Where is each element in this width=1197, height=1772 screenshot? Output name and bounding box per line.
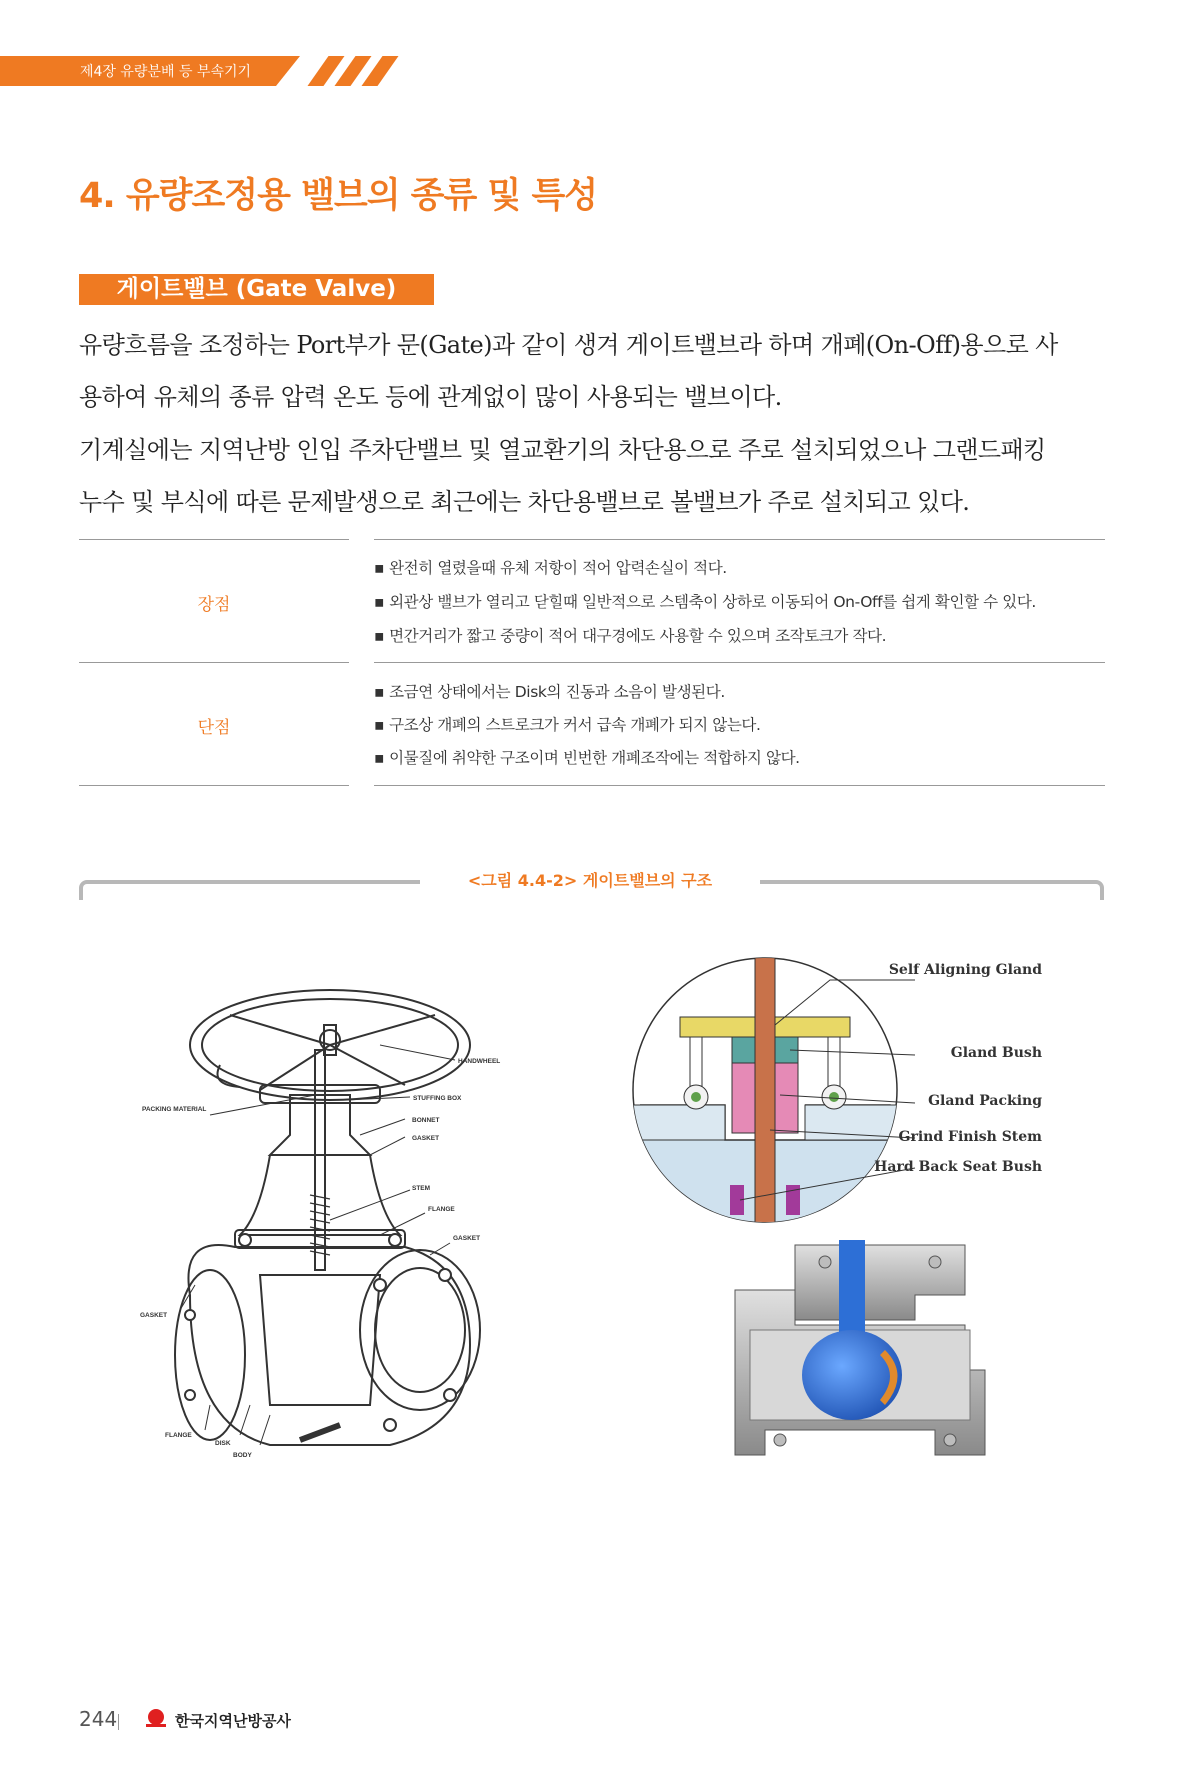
gate-valve-cutaway-render	[735, 1240, 985, 1470]
advantage-item: ▪ 외관상 밸브가 열리고 닫힐때 일반적으로 스템축이 상하로 이동되어 On-Off를 쉽게 확인할 수 있다.	[374, 590, 1036, 612]
advantage-item: ▪ 면간거리가 짧고 중량이 적어 대구경에도 사용할 수 있으며 조작토크가 작다.	[374, 624, 886, 646]
label-grind-finish-stem: Grind Finish Stem	[898, 1129, 1042, 1145]
table-rule	[79, 539, 349, 540]
organization-logo-icon	[143, 1708, 169, 1730]
table-rule	[374, 662, 1105, 663]
paragraph-line: 용하여 유체의 종류 압력 온도 등에 관계없이 많이 사용되는 밸브이다.	[79, 383, 782, 411]
advantages-label: 장점	[197, 595, 231, 615]
page-number: 244	[79, 1707, 118, 1731]
section-title: 4. 유량조정용 밸브의 종류 및 특성	[79, 176, 598, 216]
figure-caption: <그림 4.4-2> 게이트밸브의 구조	[467, 871, 713, 890]
paragraph-line: 누수 및 부식에 따른 문제발생으로 최근에는 차단용밸브로 볼밸브가 주로 설치되고 있다.	[79, 488, 970, 516]
disadvantage-item: ▪ 조금연 상태에서는 Disk의 진동과 소음이 발생된다.	[374, 680, 725, 702]
label-stuffing-box: STUFFING BOX	[413, 1095, 462, 1102]
table-rule	[374, 785, 1105, 786]
disadvantages-label: 단점	[197, 718, 231, 738]
subsection-tag-label: 게이트밸브 (Gate Valve)	[116, 276, 397, 302]
table-rule	[374, 539, 1105, 540]
label-gland-bush: Gland Bush	[950, 1045, 1042, 1061]
label-self-aligning-gland: Self Aligning Gland	[888, 962, 1042, 978]
gland-detail-diagram	[630, 955, 1050, 1235]
organization-name: 한국지역난방공사	[175, 1712, 291, 1730]
label-body: BODY	[233, 1452, 252, 1459]
label-disk: DISK	[215, 1440, 231, 1447]
label-gasket-top: GASKET	[412, 1135, 440, 1142]
table-rule	[79, 785, 349, 786]
label-gland-packing: Gland Packing	[928, 1093, 1042, 1109]
label-stem: STEM	[412, 1185, 431, 1192]
label-flange-bottom: FLANGE	[165, 1432, 192, 1439]
label-bonnet: BONNET	[412, 1117, 440, 1124]
paragraph-line: 기계실에는 지역난방 인입 주차단밸브 및 열교환기의 차단용으로 주로 설치되었으나 그랜드패킹	[79, 436, 1046, 464]
chapter-label: 제4장 유량분배 등 부속기기	[80, 64, 252, 80]
label-handwheel: HANDWHEEL	[458, 1058, 501, 1065]
table-rule	[79, 662, 349, 663]
label-flange-top: FLANGE	[428, 1206, 455, 1213]
gate-valve-line-drawing	[140, 985, 550, 1475]
footer-divider	[118, 1714, 119, 1730]
label-hard-back-seat-bush: Hard Back Seat Bush	[874, 1159, 1042, 1175]
disadvantage-item: ▪ 구조상 개폐의 스트로크가 커서 급속 개폐가 되지 않는다.	[374, 713, 761, 735]
paragraph-line: 유량흐름을 조정하는 Port부가 문(Gate)과 같이 생겨 게이트밸브라 하며 개폐(On-Off)용으로 사	[79, 331, 1058, 359]
label-gasket-left: GASKET	[140, 1312, 168, 1319]
label-packing-material: PACKING MATERIAL	[142, 1106, 207, 1113]
disadvantage-item: ▪ 이물질에 취약한 구조이며 빈번한 개폐조작에는 적합하지 않다.	[374, 746, 800, 768]
label-gasket-right: GASKET	[453, 1235, 481, 1242]
advantage-item: ▪ 완전히 열렸을때 유체 저항이 적어 압력손실이 적다.	[374, 556, 727, 578]
